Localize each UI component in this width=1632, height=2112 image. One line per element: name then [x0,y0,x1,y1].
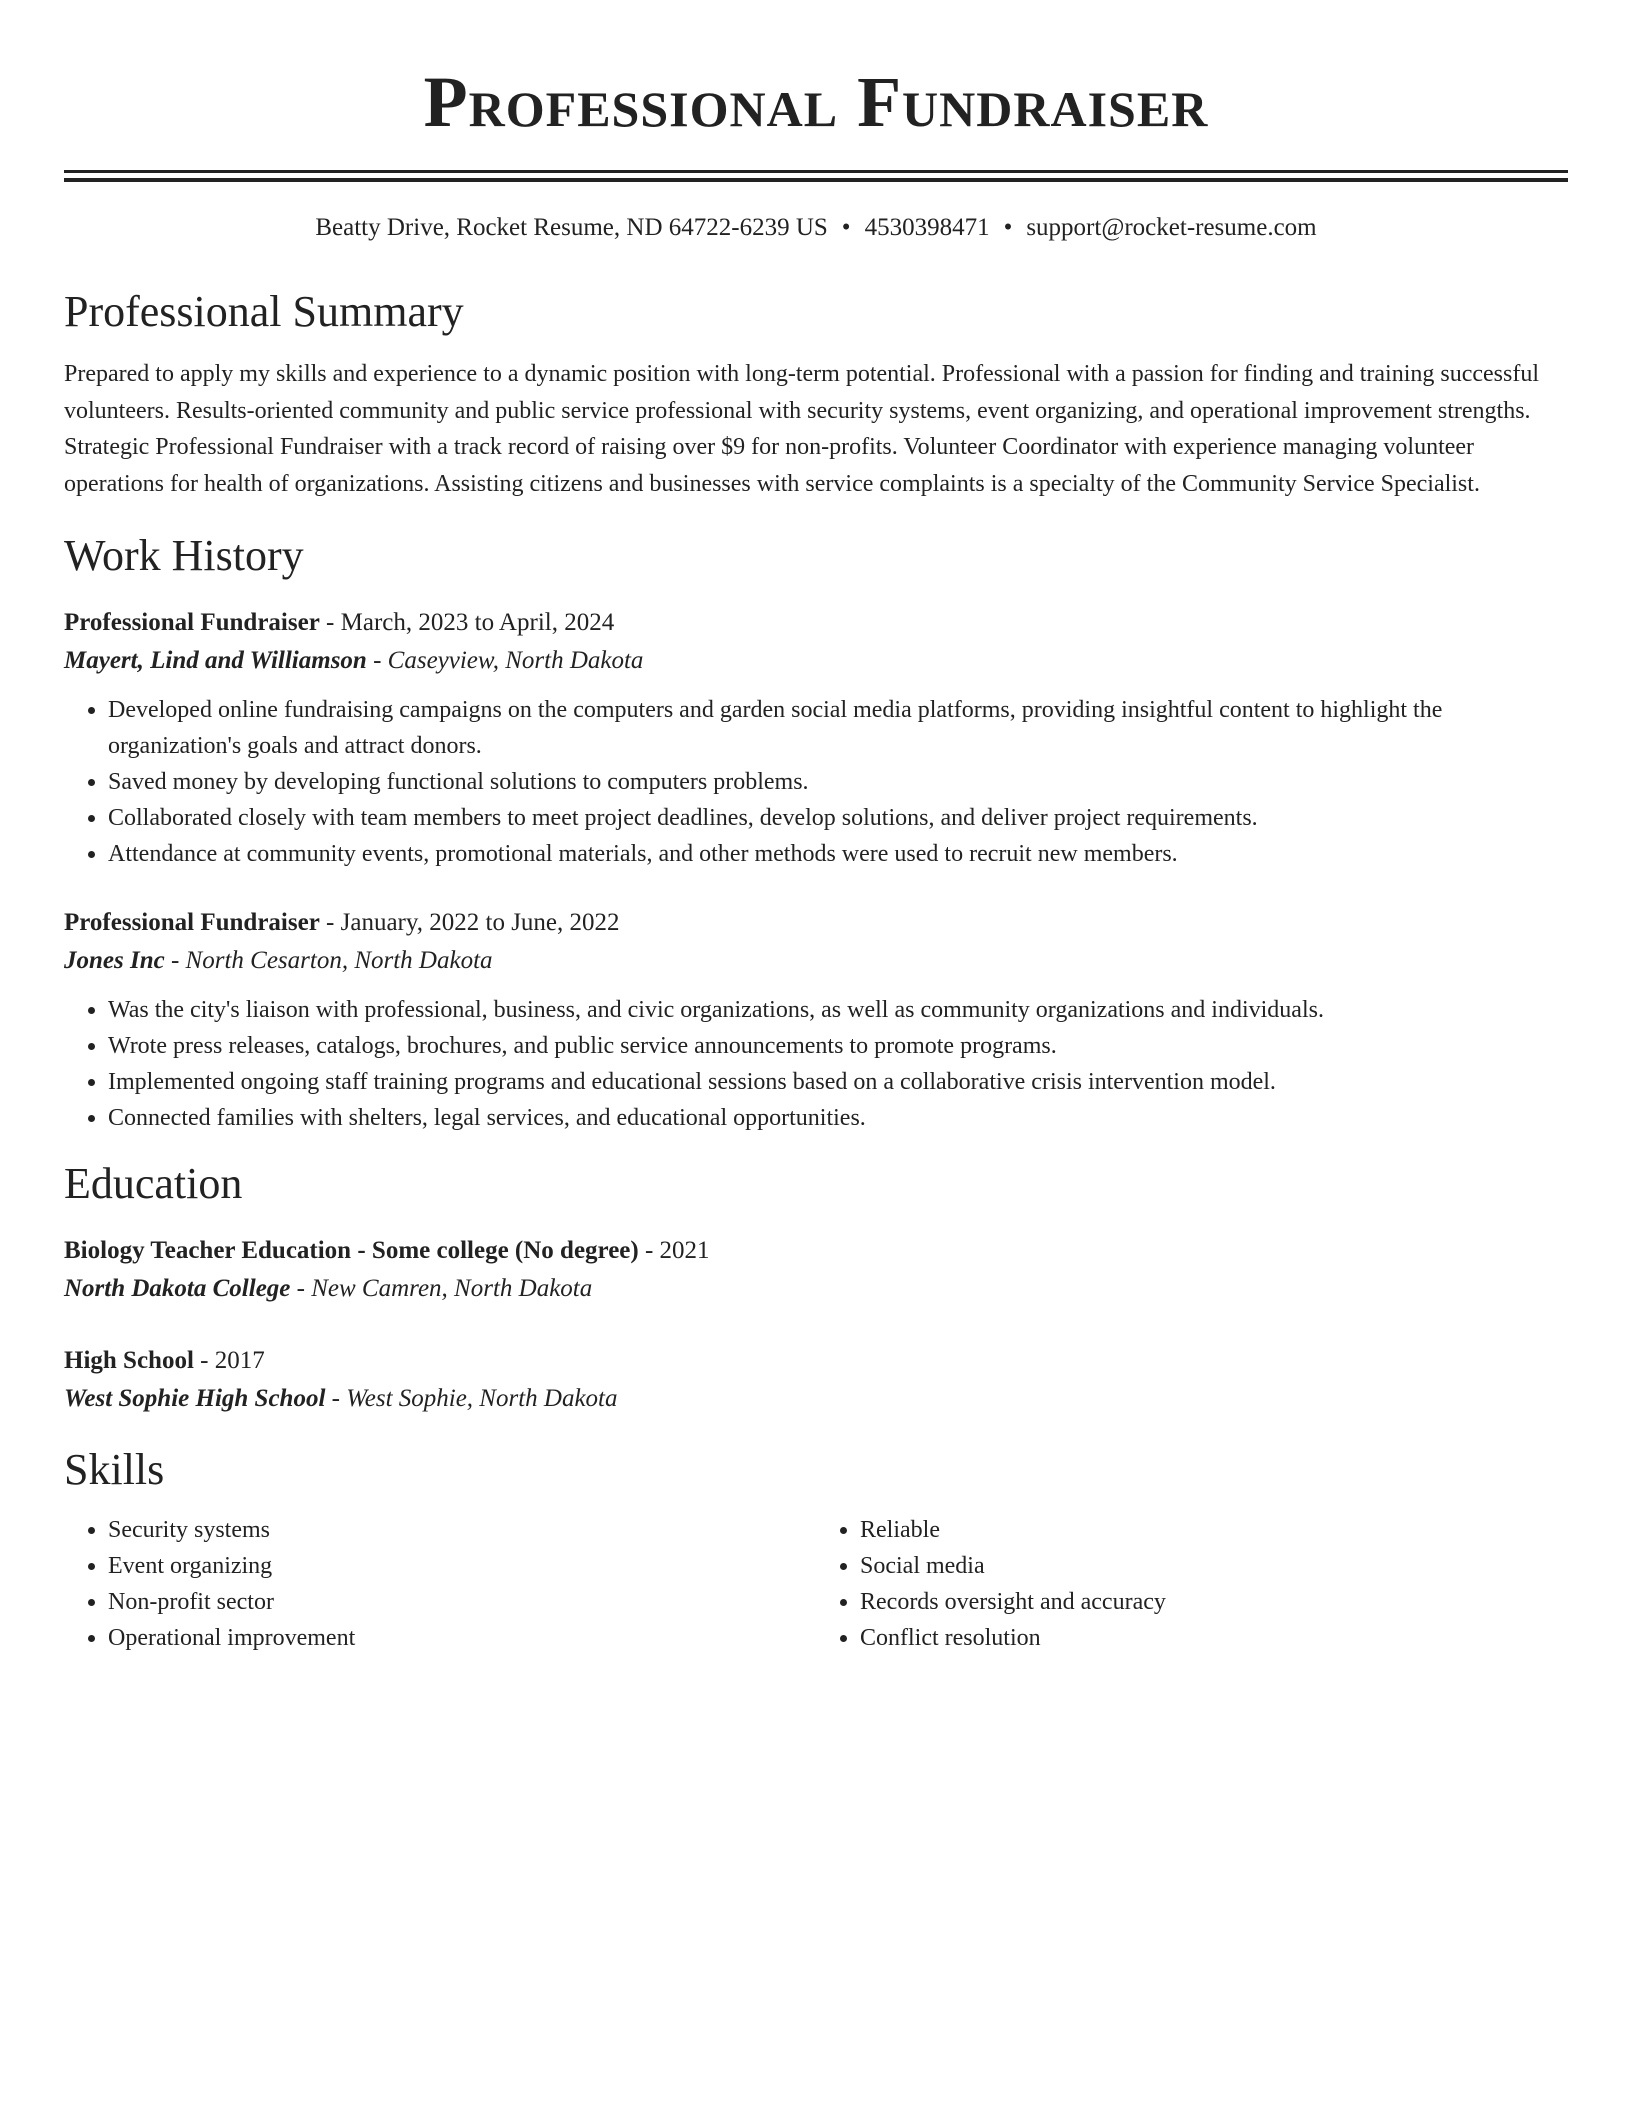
education-degree-line [64,1342,1568,1380]
job-bullet: • Wrote press releases, catalogs, brochures, and public service announcements to promote programs. [108,1028,1568,1064]
resume-name: Professional Fundraiser [423,62,1209,142]
skill-item: • Social media [860,1548,1568,1584]
job-bullet: • Saved money by developing functional solutions to computers problems. [108,764,1568,800]
job-title: Professional Fundraiser [64,909,320,936]
education-school: West Sophie High School [64,1385,326,1412]
summary-text: Prepared to apply my skills and experience to a dynamic position with long-term potential. Professional with a passion for finding and training successful volunteers. Results-oriented community and public service professional with security systems, event organizing, and operational improvement strengths. Strategic Professional Fundraiser with a track record of raising over $9 for non-profits. Volunteer Coordinator with experience managing volunteer operations for health of organizations. Assisting citizens and businesses with service complaints is a specialty of the Community Service Specialist. [64,361,1540,497]
skill-item: • Records oversight and accuracy [860,1584,1568,1620]
education-year: - 2017 [193,1347,265,1374]
education-school-line [64,1270,1568,1308]
job-company: Mayert, Lind and Williamson [64,647,367,674]
header-double-rule [64,170,1568,182]
education-school-line [64,1380,1568,1418]
job-company-line [64,942,1568,980]
skills-list-right [816,1512,1568,1656]
job-entry [64,604,1568,872]
skills-list-left [64,1512,816,1656]
education-location: - West Sophie, North Dakota [325,1385,618,1412]
job-dates: - January, 2022 to June, 2022 [319,909,620,936]
work-history-heading: Work History [64,531,304,580]
education-school: North Dakota College [64,1275,291,1302]
education-degree: High School [64,1347,194,1374]
job-title: Professional Fundraiser [64,609,320,636]
job-bullet-list [64,992,1568,1136]
skill-item: • Reliable [860,1512,1568,1548]
education-degree: Biology Teacher Education - Some college (No degree) [64,1237,639,1264]
job-company-line [64,642,1568,680]
contact-email: support@rocket-resume.com [1026,214,1317,241]
education-entry [64,1342,1568,1418]
contact-line [64,210,1568,246]
contact-phone: 4530398471 [864,214,990,241]
contact-separator: • [841,214,851,241]
education-degree-line [64,1232,1568,1270]
education-heading: Education [64,1159,243,1208]
education-entry [64,1232,1568,1308]
education-location: - New Camren, North Dakota [290,1275,593,1302]
job-bullet-list [64,692,1568,872]
job-bullet: • Attendance at community events, promotional materials, and other methods were used to recruit new members. [108,836,1568,872]
contact-separator: • [1003,214,1013,241]
education-year: - 2021 [638,1237,710,1264]
job-bullet: • Collaborated closely with team members to meet project deadlines, develop solutions, and deliver project requirements. [108,800,1568,836]
job-bullet: • Was the city's liaison with professional, business, and civic organizations, as well as community organizations and individuals. [108,992,1568,1028]
skills-columns [64,1512,1568,1656]
skills-heading: Skills [64,1445,165,1494]
job-entry [64,904,1568,1136]
job-company: Jones Inc [64,947,165,974]
summary-heading: Professional Summary [64,287,464,336]
contact-address: Beatty Drive, Rocket Resume, ND 64722-6239 US [315,214,828,241]
job-bullet: • Implemented ongoing staff training programs and educational sessions based on a collaborative crisis intervention model. [108,1064,1568,1100]
job-bullet: • Connected families with shelters, legal services, and educational opportunities. [108,1100,1568,1136]
job-location: - North Cesarton, North Dakota [164,947,493,974]
job-bullet: • Developed online fundraising campaigns on the computers and garden social media platforms, providing insightful content to highlight the organization's goals and attract donors. [108,692,1568,764]
skill-item: • Conflict resolution [860,1620,1568,1656]
skill-item: • Security systems [108,1512,816,1548]
job-title-line [64,604,1568,642]
job-location: - Caseyview, North Dakota [366,647,644,674]
skill-item: • Event organizing [108,1548,816,1584]
skill-item: • Operational improvement [108,1620,816,1656]
job-dates: - March, 2023 to April, 2024 [319,609,615,636]
job-title-line [64,904,1568,942]
skill-item: • Non-profit sector [108,1584,816,1620]
